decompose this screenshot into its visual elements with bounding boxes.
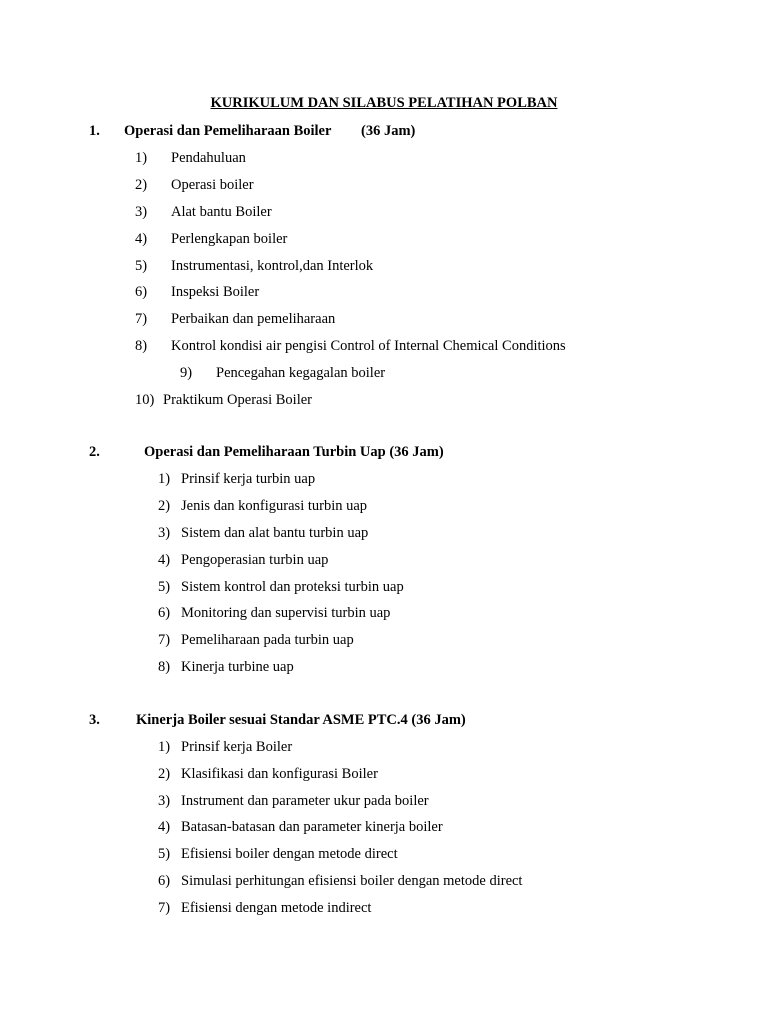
s2-item-1-text: Prinsif kerja turbin uap (181, 471, 316, 487)
s1-item-10-number: 10) (135, 392, 155, 408)
s3-item-6-text: Simulasi perhitungan efisiensi boiler dengan metode direct (181, 873, 523, 889)
s3-item-2-number: 2) (158, 766, 171, 782)
section-1-heading: Operasi dan Pemeliharaan Boiler (124, 123, 332, 139)
s3-item-4-text: Batasan-batasan dan parameter kinerja boiler (181, 819, 443, 835)
s2-item-5-text: Sistem kontrol dan proteksi turbin uap (181, 579, 404, 595)
s3-item-7-text: Efisiensi dengan metode indirect (181, 900, 372, 916)
s2-item-2-text: Jenis dan konfigurasi turbin uap (181, 498, 368, 514)
s1-item-7-text: Perbaikan dan pemeliharaan (171, 311, 336, 327)
s1-item-3-text: Alat bantu Boiler (171, 204, 272, 220)
s2-item-1-number: 1) (158, 471, 171, 487)
document-title: KURIKULUM DAN SILABUS PELATIHAN POLBAN (210, 95, 558, 111)
s2-item-3-text: Sistem dan alat bantu turbin uap (181, 525, 369, 541)
s3-item-3-text: Instrument dan parameter ukur pada boiler (181, 793, 429, 809)
s2-item-7-number: 7) (158, 632, 171, 648)
s1-item-5-text: Instrumentasi, kontrol,dan Interlok (171, 258, 374, 274)
s2-item-6-number: 6) (158, 605, 171, 621)
section-2-number: 2. (89, 444, 100, 460)
s1-item-1-text: Pendahuluan (171, 150, 246, 166)
s1-item-8-number: 8) (135, 338, 148, 354)
s1-item-6-number: 6) (135, 284, 148, 300)
s3-item-3-number: 3) (158, 793, 171, 809)
s2-item-4-number: 4) (158, 552, 171, 568)
s1-item-9-text: Pencegahan kegagalan boiler (216, 365, 386, 381)
s1-item-2-number: 2) (135, 177, 148, 193)
s1-item-7-number: 7) (135, 311, 148, 327)
s2-item-5-number: 5) (158, 579, 171, 595)
s3-item-4-number: 4) (158, 819, 171, 835)
s3-item-1-number: 1) (158, 739, 171, 755)
s2-item-2-number: 2) (158, 498, 171, 514)
s1-item-6-text: Inspeksi Boiler (171, 284, 260, 300)
s3-item-2-text: Klasifikasi dan konfigurasi Boiler (181, 766, 378, 782)
section-3-heading: Kinerja Boiler sesuai Standar ASME PTC.4 (36 Jam) (136, 712, 466, 728)
section-2-heading: Operasi dan Pemeliharaan Turbin Uap (36 Jam) (144, 444, 444, 460)
s2-item-7-text: Pemeliharaan pada turbin uap (181, 632, 354, 648)
s2-item-8-text: Kinerja turbine uap (181, 659, 294, 675)
s3-item-1-text: Prinsif kerja Boiler (181, 739, 293, 755)
s1-item-4-text: Perlengkapan boiler (171, 231, 288, 247)
s2-item-4-text: Pengoperasian turbin uap (181, 552, 329, 568)
s2-item-3-number: 3) (158, 525, 171, 541)
s3-item-5-text: Efisiensi boiler dengan metode direct (181, 846, 398, 862)
s1-item-10-text: Praktikum Operasi Boiler (163, 392, 313, 408)
s1-item-4-number: 4) (135, 231, 148, 247)
s2-item-6-text: Monitoring dan supervisi turbin uap (181, 605, 391, 621)
section-1-number: 1. (89, 123, 100, 139)
s3-item-6-number: 6) (158, 873, 171, 889)
s1-item-5-number: 5) (135, 258, 148, 274)
section-3-number: 3. (89, 712, 100, 728)
s3-item-7-number: 7) (158, 900, 171, 916)
s1-item-1-number: 1) (135, 150, 148, 166)
s1-item-9-number: 9) (180, 365, 193, 381)
s1-item-2-text: Operasi boiler (171, 177, 254, 193)
s1-item-8-text: Kontrol kondisi air pengisi Control of Internal Chemical Conditions (171, 338, 566, 354)
s2-item-8-number: 8) (158, 659, 171, 675)
s1-item-3-number: 3) (135, 204, 148, 220)
s3-item-5-number: 5) (158, 846, 171, 862)
section-1-duration: (36 Jam) (361, 123, 416, 139)
